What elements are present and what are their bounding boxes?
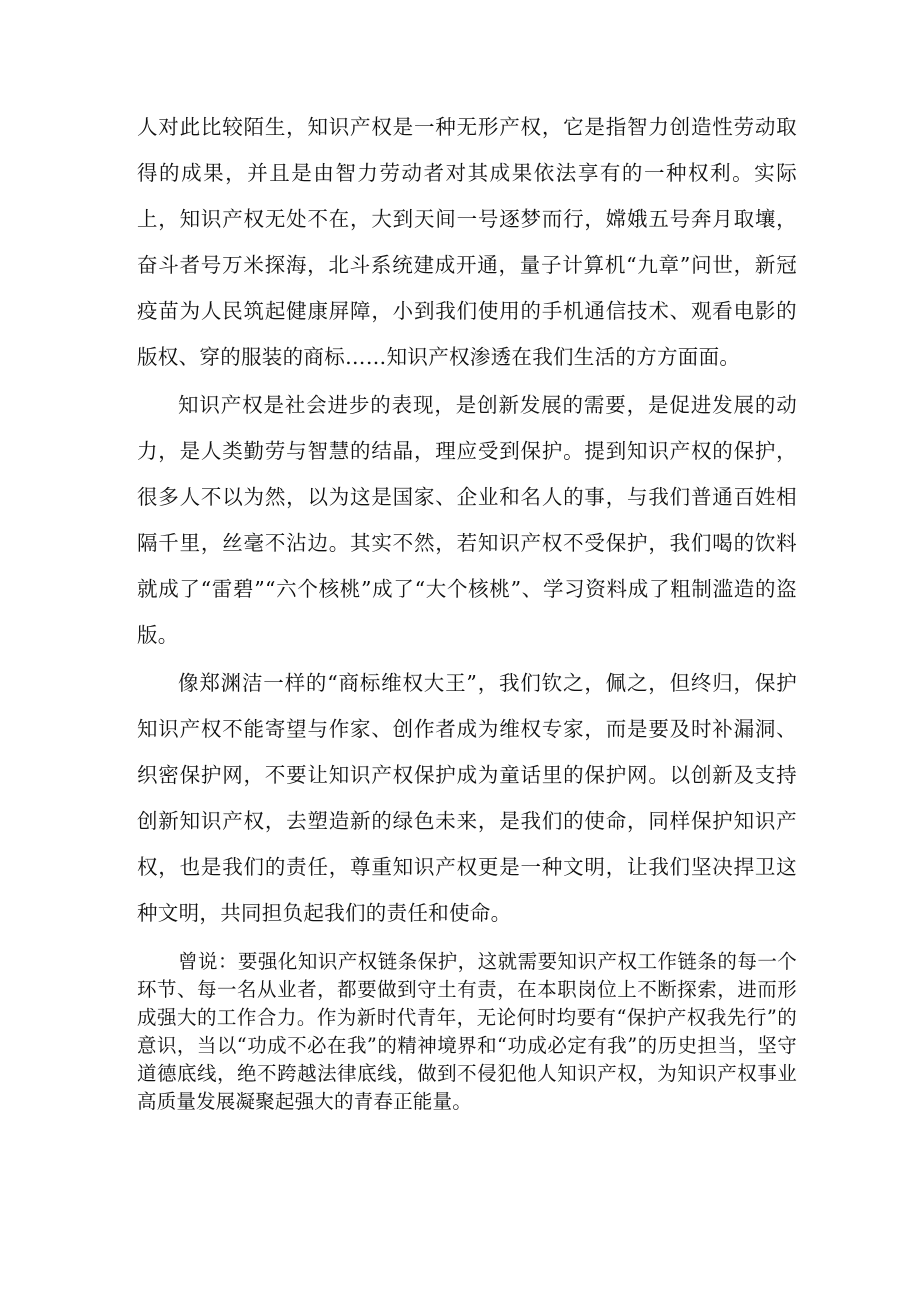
paragraph-4: 曾说：要强化知识产权链条保护，这就需要知识产权工作链条的每一个环节、每一名从业者，都要做到守土有责，在本职岗位上不断探索，进而形成强大的工作合力。作为新时代青年，无论何时均要有“保护产权我先行”的意识，当以“功成不必在我”的精神境界和“功成必定有我”的历史担当，坚守道德底线，绝不跨越法律底线，做到不侵犯他人知识产权，为知识产权事业高质量发展凝聚起强大的青春正能量。 — [137, 950, 797, 1113]
paragraph-2: 知识产权是社会进步的表现，是创新发展的需要，是促进发展的动力，是人类勤劳与智慧的结晶，理应受到保护。提到知识产权的保护，很多人不以为然，以为这是国家、企业和名人的事，与我们普通百姓相隔千里，丝毫不沾边。其实不然，若知识产权不受保护，我们喝的饮料就成了“雷碧”“六个核桃”成了“大个核桃”、学习资料成了粗制滥造的盗版。 — [137, 393, 797, 647]
paragraph-3: 像郑渊洁一样的“商标维权大王”，我们钦之，佩之，但终归，保护知识产权不能寄望与作家、创作者成为维权专家，而是要及时补漏洞、织密保护网，不要让知识产权保护成为童话里的保护网。以创新及支持创新知识产权，去塑造新的绿色未来，是我们的使命，同样保护知识产权，也是我们的责任，尊重知识产权更是一种文明，让我们坚决捍卫这种文明，共同担负起我们的责任和使命。 — [137, 671, 797, 925]
document-page — [137, 104, 797, 1116]
paragraph-1: 人对此比较陌生，知识产权是一种无形产权，它是指智力创造性劳动取得的成果，并且是由智力劳动者对其成果依法享有的一种权利。实际上，知识产权无处不在，大到天间一号逐梦而行，嫦娥五号奔月取壤，奋斗者号万米探海，北斗系统建成开通，量子计算机“九章”问世，新冠疫苗为人民筑起健康屏障，小到我们使用的手机通信技术、观看电影的版权、穿的服装的商标……知识产权渗透在我们生活的方方面面。 — [137, 115, 797, 369]
